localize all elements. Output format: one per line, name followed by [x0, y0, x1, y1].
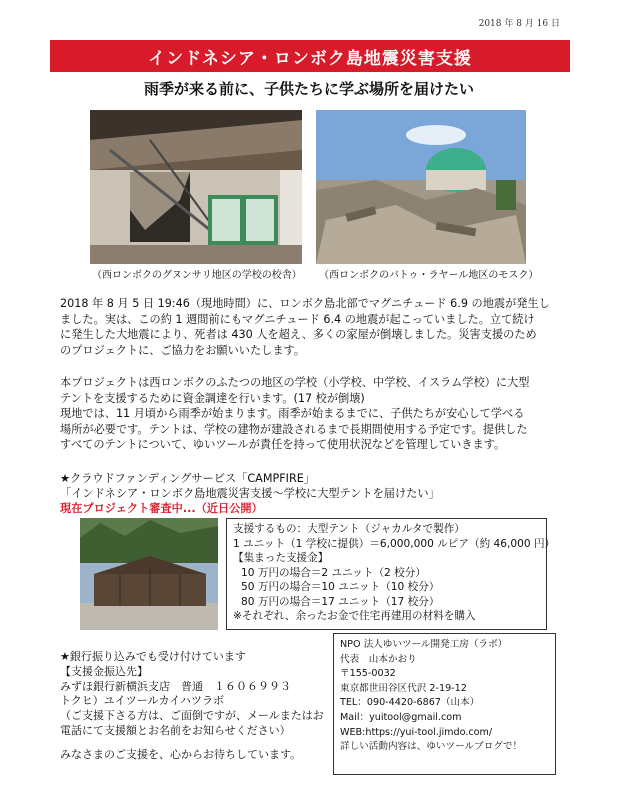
- project-paragraph: 本プロジェクトは西ロンボクのふたつの地区の学校（小学校、中学校、イスラム学校）に大型 テントを支援するために資金調達を行います。(17 校が倒壊) 現地では、11 月頃から雨季が始まります。雨季が始まるまでに、子供たちが安心して学べる 場所が必要です。テントは、学校の建物が建設されるまで長期間使用する予定です。提供した すべてのテントについて、ゆいツールが責任を持って使用状況などを管理していきます。: [60, 376, 530, 452]
- org-email: Mail：yuitool@gmail.com: [340, 711, 462, 723]
- intro-paragraph: 2018 年 8 月 5 日 19:46（現地時間）に、ロンボク島北部でマグニチュード 6.9 の地震が発生し ました。実は、この約 1 週間前にもマグニチュード 6.4 の地震が起こっていました。立て続け に発生した大地震により、死者は 430 人を超え、多くの家屋が倒壊しました。災害支援のため のプロジェクトに、ご協力をお願いいたします。: [60, 297, 550, 357]
- document-date: 2018 年 8 月 16 日: [478, 19, 560, 29]
- photo-caption-mosque: （西ロンボクのバトゥ・ラヤール地区のモスク）: [319, 270, 539, 281]
- organization-contact-box: [333, 633, 556, 775]
- org-postal-code: 〒155-0032: [340, 668, 396, 680]
- subtitle: 雨季が来る前に、子供たちに学ぶ場所を届けたい: [143, 80, 474, 98]
- org-phone: TEL：090-4420-6867（山本）: [340, 697, 480, 709]
- org-name: NPO 法人ゆいツール開発工房（ラボ）: [340, 639, 508, 650]
- org-blog-note: 詳しい活動内容は、ゆいツールブログで！: [340, 741, 523, 753]
- photo-caption-school: （西ロンボクのグヌンサリ地区の学校の校舎）: [92, 270, 302, 281]
- crowdfunding-status: 現在プロジェクト審査中...（近日公開）: [60, 502, 263, 515]
- org-representative: 代表 山本かおり: [340, 653, 417, 665]
- banner-title: インドネシア・ロンボク島地震災害支援: [50, 40, 570, 72]
- support-details-box: 支援するもの：大型テント（ジャカルタで製作） 1 ユニット（1 学校に提供）＝6,000,000 ルピア（約 46,000 円） 【集まった支援金】 10 万円の場合＝2 ユニット（2 校分） 50 万円の場合＝10 ユニット（10 校分） 80 万円の場合＝17 ユニット（17 校分） ※それぞれ、余ったお金で住宅再建用の材料を購入: [226, 518, 547, 630]
- crowdfunding-service: ★クラウドファンディングサービス「CAMPFIRE」: [60, 472, 315, 485]
- org-website: WEB:https://yui-tool.jimdo.com/: [340, 726, 493, 738]
- org-address: 東京都世田谷区代沢 2-19-12: [340, 682, 467, 694]
- school-damage-photo: [90, 110, 302, 264]
- bank-transfer-info: ★銀行振り込みでも受け付けています 【支援金振込先】 みずほ銀行新横浜支店 普通 １６０６９９３ トクヒ）ユイツールカイハツラボ （ご支援下さる方は、ご面倒ですが、メールまたはお 電話にて支援額とお名前をお知らせください）: [60, 650, 324, 737]
- mosque-damage-photo: [316, 110, 526, 264]
- crowdfunding-section: [60, 471, 440, 516]
- tent-photo: [80, 518, 218, 630]
- closing-message: みなさまのご支援を、心からお待ちしています。: [60, 748, 302, 761]
- crowdfunding-project-name: 「インドネシア・ロンボク島地震災害支援～学校に大型テントを届けたい」: [60, 487, 440, 500]
